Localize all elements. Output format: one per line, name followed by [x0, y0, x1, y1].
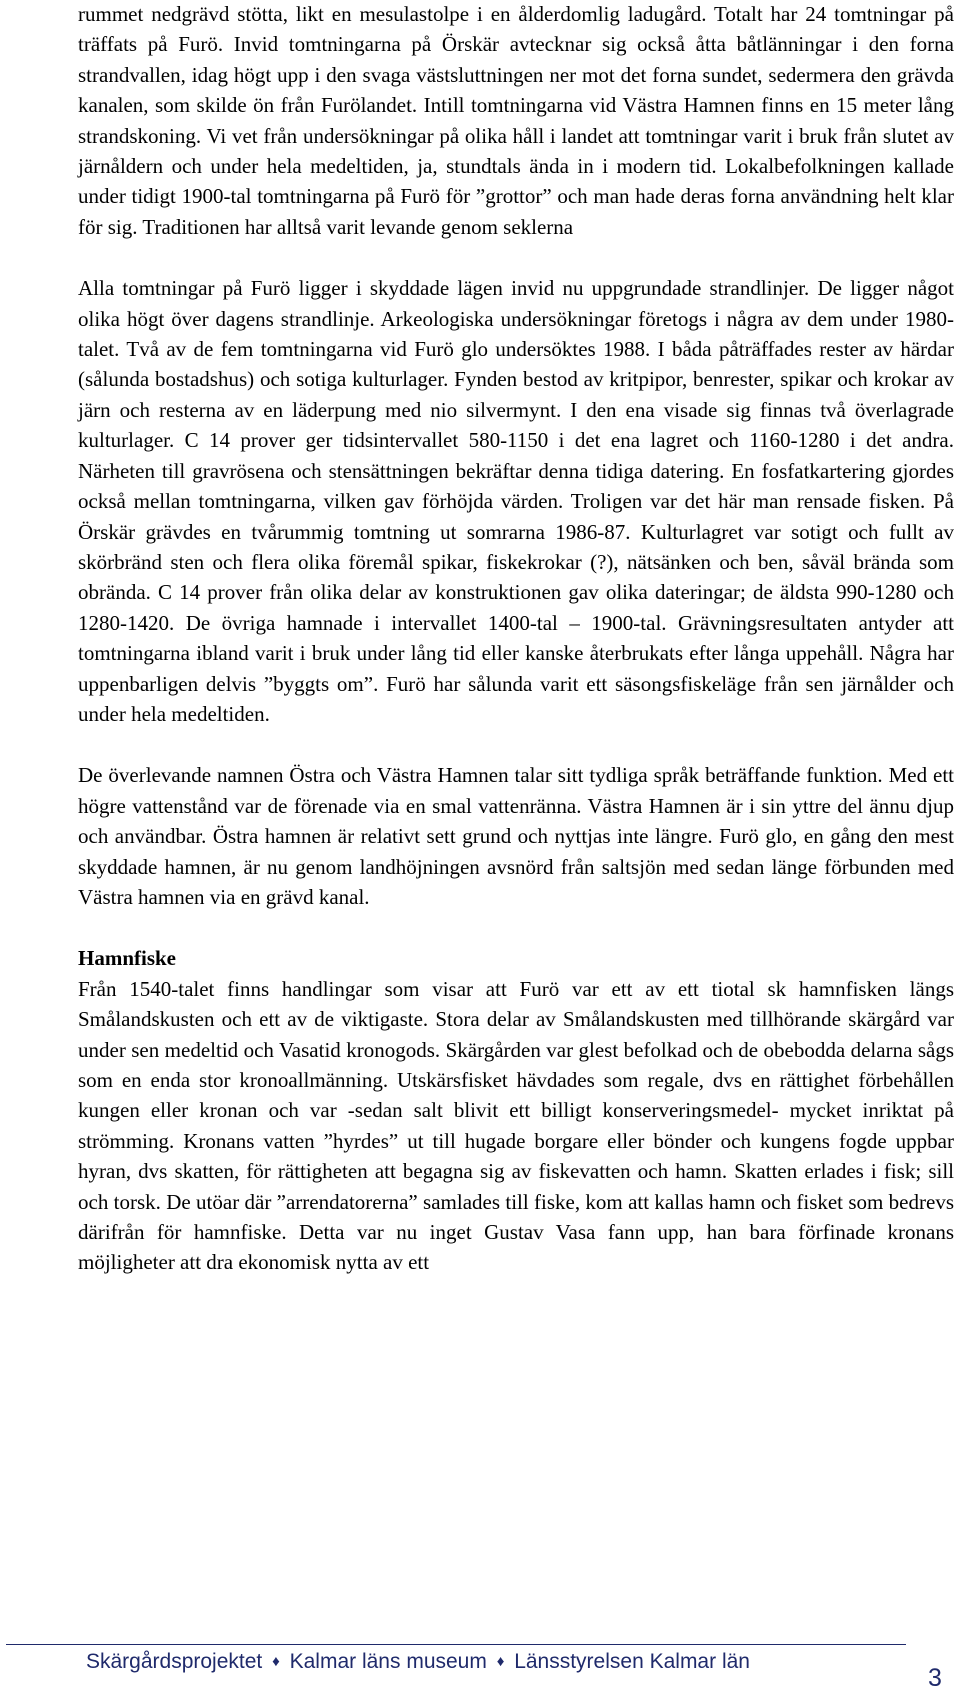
page-footer: [86, 1650, 866, 1674]
paragraph-hamnar: De överlevande namnen Östra och Västra Hamnen talar sitt tydliga språk beträffande funktion. Med ett högre vattenstånd var de förenade via en smal vattenränna. Västra Hamnen är i sin yttre del ännu djup och användbar. Östra hamnen är relativt sett grund och nyttjas inte längre. Furö glo, en gång den mest skyddade hamnen, är nu genom landhöjningen avsnörd från saltsjön med sedan länge förbunden med Västra hamnen via en grävd kanal.: [78, 763, 954, 909]
paragraph-gap: [78, 242, 954, 273]
document-body: [78, 0, 954, 1278]
paragraph-hamnfiske: Från 1540-talet finns handlingar som visar att Furö var ett av ett tiotal sk hamnfisken längs Smålandskusten och ett av de viktigaste. Stora delar av Smålandskusten med tillhörande skärgård var under sen medeltid och Vasatid kronogods. Skärgården var glest befolkad och de obebodda delarna sågs som en enda stor kronoallmänning. Utskärsfisket hävdades som regale, dvs en rättighet förbehållen kungen eller kronan och var -sedan salt blivit ett billigt konserveringsmedel- mycket inriktat på strömming. Kronans vatten ”hyrdes” ut till hugade borgare eller bönder och kungens fogde uppbar hyran, dvs skatten, för rättigheten att begagna sig av fiskevatten och hamn. Skatten erlades i fisk; sill och torsk. De utöar där ”arrendatorerna” samlades till fiske, kom att kallas hamn och fisket som bedrevs därifrån för hamnfiske. Detta var nu inget Gustav Vasa fann upp, han bara förfinade kronans möjligheter att dra ekonomisk nytta av ett: [78, 976, 954, 1275]
diamond-icon: ♦: [496, 1653, 505, 1670]
paragraph-gap: [78, 729, 954, 760]
page-number: 3: [928, 1664, 942, 1692]
paragraph-gap: [78, 912, 954, 943]
footer-divider: [6, 1644, 906, 1645]
footer-authority: Länsstyrelsen Kalmar län: [514, 1650, 750, 1673]
diamond-icon: ♦: [272, 1653, 280, 1670]
footer-museum: Kalmar läns museum: [289, 1650, 487, 1673]
section-heading-hamnfiske: Hamnfiske: [78, 946, 177, 971]
footer-project: Skärgårdsprojektet: [86, 1650, 263, 1673]
paragraph-undersokningar: Alla tomtningar på Furö ligger i skyddade lägen invid nu uppgrundade strandlinjer. De ligger något olika högt över dagens strandlinje. Arkeologiska undersökningar företogs i några av dem under 1980-talet. Två av de fem tomtningarna vid Furö glo undersöktes 1988. I båda påträffades rester av härdar (sålunda bostadshus) och sotiga kulturlager. Fynden bestod av kritpipor, benrester, spikar och krokar av järn och resterna av en läderpung med nio silvermynt. I den ena visade sig finnas två överlagrade kulturlager. C 14 prover ger tidsintervallet 580-1150 i det ena lagret och 1160-1280 i det andra. Närheten till gravrösena och stensättningen bekräftar denna tidiga datering. En fosfatkartering gjordes också mellan tomtningarna, vilken gav förhöjda värden. Troligen var det här man rensade fisken. På Örskär grävdes en tvårummig tomtning ut somrarna 1986-87. Kulturlagret var sotigt och fullt av skörbränd sten och flera olika föremål spikar, fiskekrokar (?), nätsänken och ben, såväl brända som obrända. C 14 prover från olika delar av konstruktionen gav olika dateringar; de äldsta 990-1280 och 1280-1420. De övriga hamnade i intervallet 1400-tal – 1900-tal. Grävningsresultaten antyder att tomtningarna ibland varit i bruk under lång tid eller kanske återbrukats efter långa uppehåll. Några har uppenbarligen delvis ”byggts om”. Furö har sålunda varit ett säsongsfiskeläge från sen järnålder och under hela medeltiden.: [78, 276, 954, 726]
paragraph-tomtningar: rummet nedgrävd stötta, likt en mesulastolpe i en ålderdomlig ladugård. Totalt har 24 tomtningar på träffats på Furö. Invid tomtningarna på Örskär avtecknar sig också åtta båtlänningar i den forna strandvallen, idag högt upp i den svaga västsluttningen ner mot det forna sundet, sedermera den grävda kanalen, som skilde ön från Furölandet. Intill tomtningarna vid Västra Hamnen finns en 15 meter lång strandskoning. Vi vet från undersökningar på olika håll i landet att tomtningar varit i bruk från slutet av järnåldern och under hela medeltiden, ja, stundtals ända in i modern tid. Lokalbefolkningen kallade under tidigt 1900-tal tomtningarna på Furö för ”grottor” och man hade deras forna användning helt klar för sig. Traditionen har alltså varit levande genom seklerna: [78, 2, 954, 239]
